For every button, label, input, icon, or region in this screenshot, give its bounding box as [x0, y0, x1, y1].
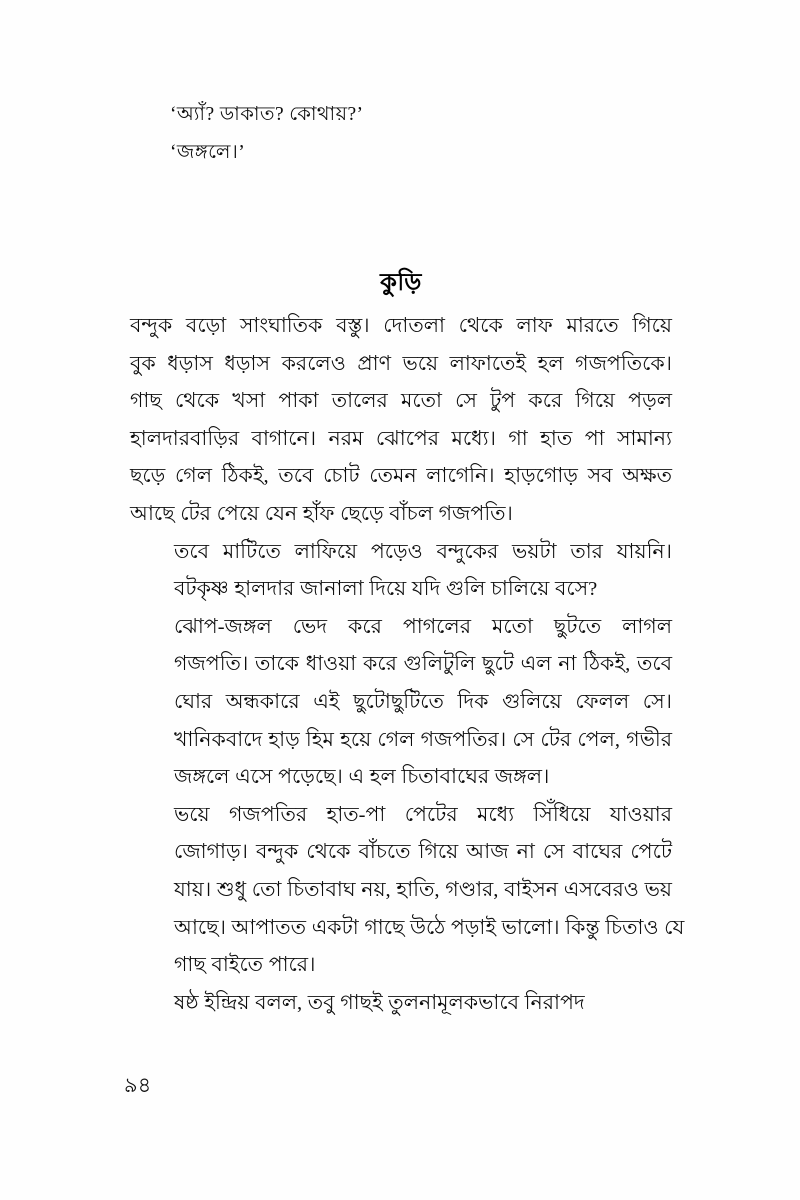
text-line: ঘোর অন্ধকারে এই ছুটোছুটিতে দিক গুলিয়ে ফেলল সে। [174, 690, 672, 713]
body-paragraphs [130, 308, 685, 1022]
paragraph [130, 308, 672, 534]
text-line: আছে টের পেয়ে যেন হাঁফ ছেড়ে বাঁচল গজপতি। [130, 502, 513, 525]
paragraph [130, 797, 685, 985]
paragraph [130, 985, 672, 1023]
paragraph [130, 609, 672, 797]
text-line: বুক ধড়াস ধড়াস করলেও প্রাণ ভয়ে লাফাতেই হল গজপতিকে। [130, 352, 672, 375]
text-line: ছড়ে গেল ঠিকই, তবে চোট তেমন লাগেনি। হাড়গোড় সব অক্ষত [130, 465, 672, 488]
text-line: আছে। আপাতত একটা গাছে উঠে পড়াই ভালো। কিন্তু চিতাও যে [174, 916, 685, 939]
page-text-block [130, 96, 685, 1022]
text-line: ষষ্ঠ ইন্দ্রিয় বলল, তবু গাছই তুলনামূলকভাবে নিরাপদ [174, 991, 585, 1014]
text-line: ভয়ে গজপতির হাত-পা পেটের মধ্যে সিঁধিয়ে যাওয়ার [174, 803, 672, 826]
text-line: গাছ বাইতে পারে। [174, 954, 316, 977]
page-number: ৯৪ [124, 1073, 152, 1097]
text-line: জঙ্গলে এসে পড়েছে। এ হল চিতাবাঘের জঙ্গল। [174, 766, 550, 789]
text-line: যায়। শুধু তো চিতাবাঘ নয়, হাতি, গণ্ডার, বাইসন এসবেরও ভয় [174, 878, 672, 901]
text-line: বটকৃষ্ণ হালদার জানালা দিয়ে যদি গুলি চালিয়ে বসে? [174, 578, 598, 601]
text-line: বন্দুক বড়ো সাংঘাতিক বস্তু। দোতলা থেকে লাফ মারতে গিয়ে [130, 315, 672, 337]
text-line: গজপতি। তাকে ধাওয়া করে গুলিটুলি ছুটে এল না ঠিকই, তবে [174, 653, 672, 676]
dialogue-line-2: ‘জঙ্গলে।’ [170, 142, 246, 163]
text-line: গাছ থেকে খসা পাকা তালের মতো সে টুপ করে গিয়ে পড়ল [130, 390, 672, 413]
paragraph [130, 534, 672, 609]
text-line: জোগাড়। বন্দুক থেকে বাঁচতে গিয়ে আজ না সে বাঘের পেটে [174, 841, 672, 864]
text-line: তবে মাটিতে লাফিয়ে পড়েও বন্দুকের ভয়টা তার যায়নি। [174, 540, 672, 563]
text-line: খানিকবাদে হাড় হিম হয়ে গেল গজপতির। সে টের পেল, গভীর [174, 728, 672, 751]
text-line: ঝোপ-জঙ্গল ভেদ করে পাগলের মতো ছুটতে লাগল [174, 615, 672, 638]
chapter-heading: কুড়ি [380, 270, 422, 296]
dialogue-line-1: ‘অ্যাঁ? ডাকাত? কোথায়?’ [170, 104, 364, 125]
text-line: হালদারবাড়ির বাগানে। নরম ঝোপের মধ্যে। গা হাত পা সামান্য [130, 427, 672, 450]
